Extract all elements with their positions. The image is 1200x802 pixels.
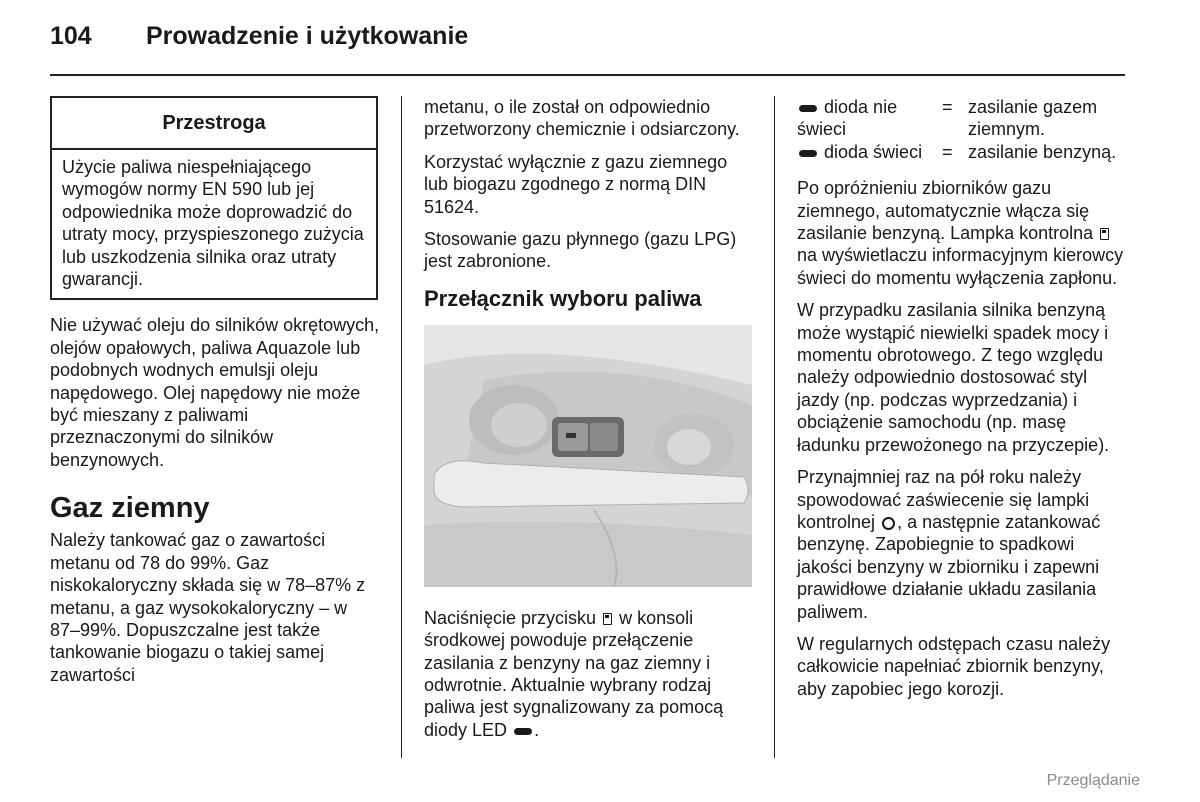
led-status-table xyxy=(797,96,1127,163)
warning-text: Użycie paliwa niespełniającego wymogów normy EN 590 lub jej odpowiednika może doprowadzić do utraty mocy, przyspieszonego zużycia lub uszkodzenia silnika oraz utraty gwarancji. xyxy=(62,157,364,290)
page-title: Prowadzenie i użytkowanie xyxy=(146,22,469,50)
column-divider xyxy=(401,96,402,758)
paragraph: Korzystać wyłącznie z gazu ziemnego lub biogazu zgodnego z normą DIN 51624. xyxy=(424,151,728,217)
paragraph: Stosowanie gazu płynnego (gazu LPG) jest zabronione. xyxy=(424,229,737,272)
warning-title: Przestroga xyxy=(52,98,376,150)
console-photo xyxy=(424,325,752,587)
paragraph: Należy tankować gaz o zawartości metanu od 78 do 99%. Gaz niskokaloryczny składa się w 78–87% z metanu, a gaz wysokokaloryczny – w 87–99%. Dopuszczalne jest także tankowanie biogazu o takiej samej zawartości xyxy=(50,530,366,685)
subsection-heading: Przełącznik wyboru paliwa xyxy=(424,285,702,311)
warning-box xyxy=(50,96,378,300)
paragraph: Po opróżnieniu zbiorników gazu ziemnego, automatycznie włącza się zasilanie benzyną. Lampka kontrolna na wyświetlaczu informacyjnym kierowcy świeci do momentu wyłączenia zapłonu. xyxy=(797,178,1124,288)
paragraph: Nie używać oleju do silników okrętowych, olejów opałowych, paliwa Aquazole lub podobnych wodnych emulsji oleju napędowego. Olej napędowy nie może być mieszany z paliwami przeznaczonymi do silników benzynowych. xyxy=(50,315,380,470)
paragraph: Naciśnięcie przycisku w konsoli środkowej powoduje przełączenie zasilania z benzyny na gaz ziemny i odwrotnie. Aktualnie wybrany rodzaj paliwa jest sygnalizowany za pomocą diody LED . xyxy=(424,607,724,740)
page-header xyxy=(50,22,468,62)
led-row-label: dioda świeci xyxy=(797,141,942,163)
ring-indicator-icon xyxy=(882,517,895,530)
led-row-eq: = xyxy=(942,97,953,117)
page-number: 104 xyxy=(50,22,92,50)
led-row-desc: zasilanie benzyną. xyxy=(968,141,1117,162)
paragraph: W regularnych odstępach czasu należy całkowicie napełniać zbiornik benzyny, aby zapobiec jego korozji. xyxy=(797,633,1111,699)
fuel-pump-icon xyxy=(1100,228,1109,240)
led-dash-icon xyxy=(799,150,817,157)
header-rule xyxy=(50,74,1125,76)
console-illustration xyxy=(424,325,752,587)
paragraph: metanu, o ile został on odpowiednio przetworzony chemicznie i odsiarczony. xyxy=(424,97,740,140)
paragraph: W przypadku zasilania silnika benzyną może wystąpić niewielki spadek mocy i momentu obrotowego. Z tego względu należy odpowiednio dostosować styl jazdy (np. podczas wyprzedzania) i obciążenie samochodu (np. masę ładunku przewożonego na przyczepie). xyxy=(797,300,1110,455)
column-divider xyxy=(774,96,775,758)
column-3 xyxy=(797,96,1127,710)
led-row-label: dioda nie świeci xyxy=(797,97,898,140)
fuel-pump-icon xyxy=(603,613,612,625)
footer-label: Przeglądanie xyxy=(1046,772,1140,789)
led-row-eq: = xyxy=(942,141,953,162)
column-2 xyxy=(424,96,754,751)
led-dash-icon xyxy=(514,728,532,735)
led-row-desc: zasilanie gazem ziemnym. xyxy=(968,97,1098,140)
section-heading: Gaz ziemny xyxy=(50,492,210,525)
paragraph: Przynajmniej raz na pół roku należy spowodować zaświecenie się lampki kontrolnej , a następnie zatankować benzynę. Zapobiegnie to spadkowi jakości benzyny w zbiorniku i zapewni prawidłowe działanie układu zasilania paliwem. xyxy=(797,467,1101,622)
column-1 xyxy=(50,96,380,696)
led-dash-icon xyxy=(799,105,817,112)
